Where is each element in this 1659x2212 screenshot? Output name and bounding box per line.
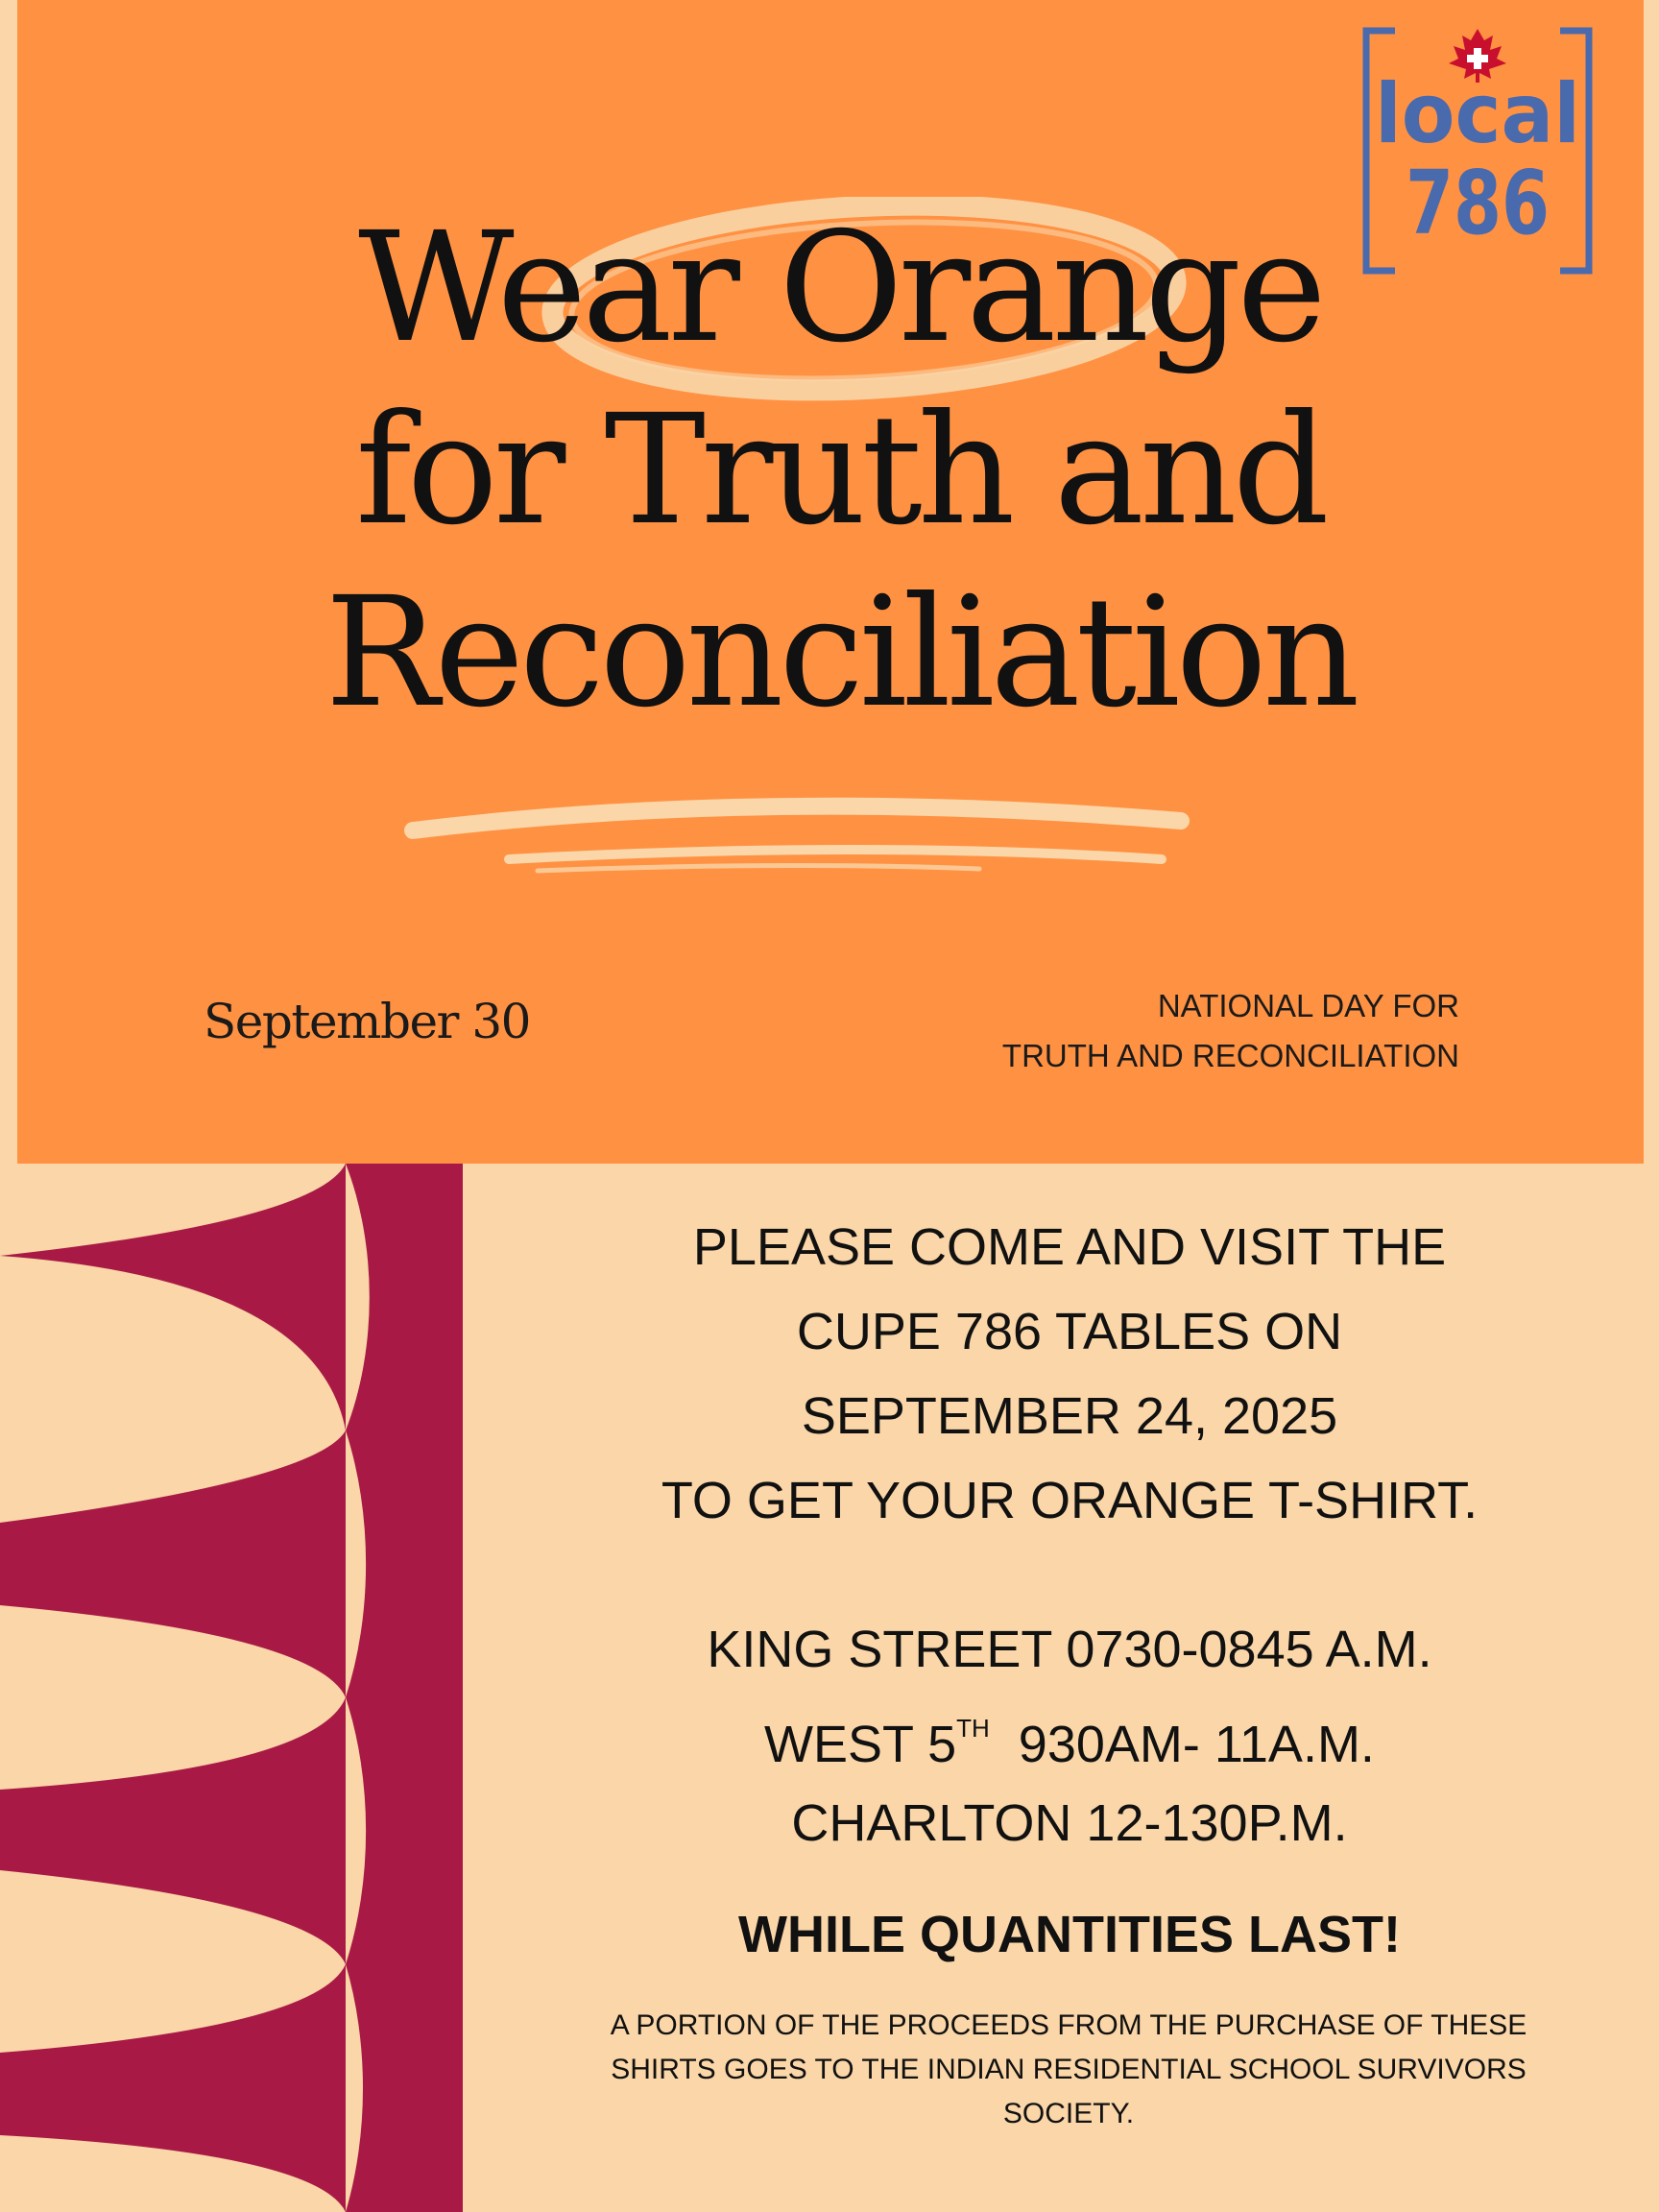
title-line: Reconciliation [325,565,1356,741]
invite-line: SEPTEMBER 24, 2025 [801,1387,1338,1445]
footnote-line: A PORTION OF THE PROCEEDS FROM THE PURCHASE OF THESE [610,2009,1527,2041]
invite-line: CUPE 786 TABLES ON [796,1303,1343,1360]
footnote-line: SOCIETY. [1002,2098,1135,2129]
quantities-notice: WHILE QUANTITIES LAST! [738,1906,1401,1963]
national-day-label [902,981,1459,1081]
logo-text-local: local [1375,66,1580,162]
poster-title [288,197,1392,744]
local-786-logo [1362,27,1593,275]
schedule-king-street: KING STREET 0730-0845 A.M. [707,1621,1432,1678]
west-superscript: TH [956,1714,990,1743]
national-day-line: TRUTH AND RECONCILIATION [1001,1038,1459,1073]
spacer [480,1543,1659,1610]
footnote-line: SHIRTS GOES TO THE INDIAN RESIDENTIAL SCHOOL SURVIVORS [611,2054,1527,2085]
schedule-charlton: CHARLTON 12-130P.M. [791,1794,1348,1852]
event-info [480,1205,1659,1968]
title-area [288,197,1392,888]
invite-line: PLEASE COME AND VISIT THE [692,1218,1447,1276]
schedule-west-5th [480,1689,1659,1784]
title-line: for Truth and [355,382,1325,559]
event-date: September 30 [204,994,530,1049]
logo-text-786: 786 [1406,152,1550,254]
schedule [480,1610,1659,1863]
west-prefix: WEST 5 [764,1716,957,1773]
decorative-wave-pattern [0,1164,463,2212]
national-day-line: NATIONAL DAY FOR [1157,988,1459,1023]
invite-line: TO GET YOUR ORANGE T-SHIRT. [661,1472,1479,1529]
west-times: 930AM- 11A.M. [989,1716,1375,1773]
proceeds-footnote [526,2004,1611,2136]
title-line: Wear Orange [358,200,1322,376]
